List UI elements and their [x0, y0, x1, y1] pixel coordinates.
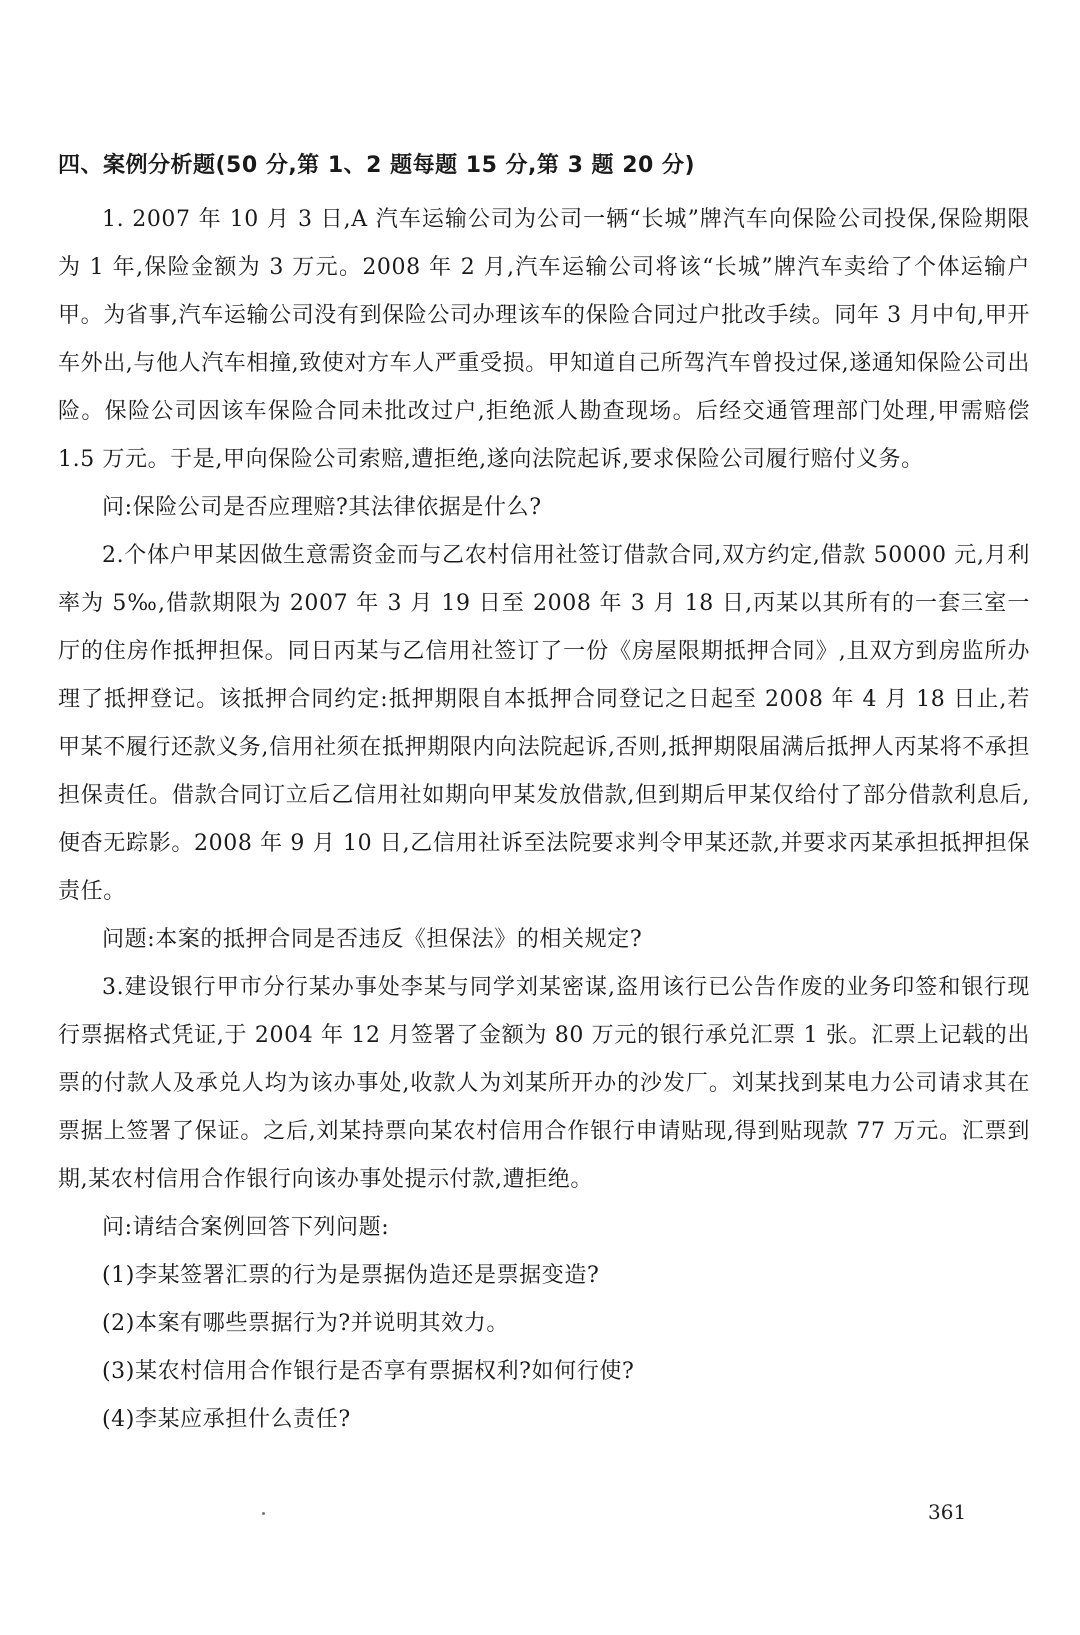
case-3-sub-question-4: (4)李某应承担什么责任?: [102, 1407, 351, 1432]
scan-speck: [262, 1512, 265, 1515]
case-3-sub-question-3: (3)某农村信用合作银行是否享有票据权利?如何行使?: [102, 1359, 635, 1384]
case-2-question: 问题:本案的抵押合同是否违反《担保法》的相关规定?: [102, 927, 643, 952]
case-2-text: 2.个体户甲某因做生意需资金而与乙农村信用社签订借款合同,双方约定,借款 50000 元,月利率为 5‰,借款期限为 2007 年 3 月 19 日至 2008 年 3 月 18 日,丙某以其所有的一套三室一厅的住房作抵押担保。同日丙某与乙信用社签订了一份《房屋限期抵押合同》,且双方到房监所办理了抵押登记。该抵押合同约定:抵押期限自本抵押合同登记之日起至 2008 年 4 月 18 日止,若甲某不履行还款义务,信用社须在抵押期限内向法院起诉,否则,抵押期限届满后抵押人丙某将不承担担保责任。借款合同订立后乙信用社如期向甲某发放借款,但到期后甲某仅给付了部分借款利息后,便杳无踪影。2008 年 9 月 10 日,乙信用社诉至法院要求判令甲某还款,并要求丙某承担抵押担保责任。: [58, 543, 1030, 904]
case-3-question: 问:请结合案例回答下列问题:: [102, 1215, 390, 1240]
case-3-sub-question-1: (1)李某签署汇票的行为是票据伪造还是票据变造?: [102, 1263, 600, 1288]
case-3-sub-question-2: (2)本案有哪些票据行为?并说明其效力。: [102, 1311, 509, 1336]
case-1-text: 1. 2007 年 10 月 3 日,A 汽车运输公司为公司一辆“长城”牌汽车向保险公司投保,保险期限为 1 年,保险金额为 3 万元。2008 年 2 月,汽车运输公司将该“长城”牌汽车卖给了个体运输户甲。为省事,汽车运输公司没有到保险公司办理该车的保险合同过户批改手续。同年 3 月中旬,甲开车外出,与他人汽车相撞,致使对方车人严重受损。甲知道自己所驾汽车曾投过保,遂通知保险公司出险。保险公司因该车保险合同未批改过户,拒绝派人勘查现场。后经交通管理部门处理,甲需赔偿 1.5 万元。于是,甲向保险公司索赔,遭拒绝,遂向法院起诉,要求保险公司履行赔付义务。: [58, 207, 1030, 472]
case-3-text: 3.建设银行甲市分行某办事处李某与同学刘某密谋,盗用该行已公告作废的业务印签和银行现行票据格式凭证,于 2004 年 12 月签署了金额为 80 万元的银行承兑汇票 1 张。汇票上记载的出票的付款人及承兑人均为该办事处,收款人为刘某所开办的沙发厂。刘某找到某电力公司请求其在票据上签署了保证。之后,刘某持票向某农村信用合作银行申请贴现,得到贴现款 77 万元。汇票到期,某农村信用合作银行向该办事处提示付款,遭拒绝。: [58, 975, 1030, 1192]
section-heading: 四、案例分析题(50 分,第 1、2 题每题 15 分,第 3 题 20 分): [58, 153, 696, 178]
case-1-question: 问:保险公司是否应理赔?其法律依据是什么?: [102, 495, 542, 520]
page-number: 361: [928, 1500, 967, 1524]
document-page: [58, 150, 1030, 1444]
